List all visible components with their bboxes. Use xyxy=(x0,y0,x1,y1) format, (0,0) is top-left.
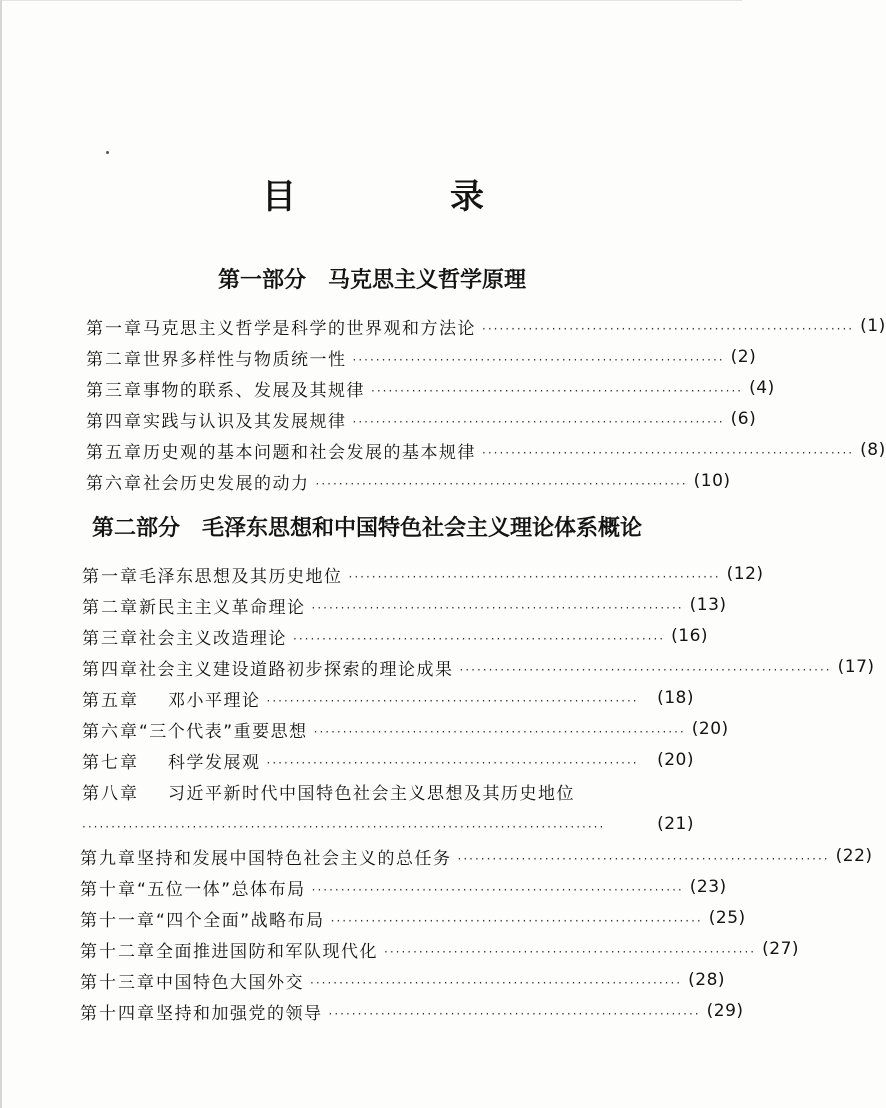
dot-leader: ································································ xyxy=(348,570,721,584)
dot-leader: ································································ xyxy=(352,353,725,367)
chapter-title: “三个代表”重要思想 xyxy=(139,721,308,742)
dot-leader: ································································ xyxy=(384,945,757,959)
toc-entry[interactable] xyxy=(82,621,709,651)
page-number: (27) xyxy=(762,939,800,959)
chapter-title: 坚持和发展中国特色社会主义的总任务 xyxy=(137,848,452,869)
chapter-title: 世界多样性与物质统一性 xyxy=(143,349,347,370)
dot-leader: ································································ xyxy=(459,663,832,677)
chapter-title: 毛泽东思想及其历史地位 xyxy=(139,566,343,587)
page-number: (8) xyxy=(860,440,886,460)
chapter-title: 中国特色大国外交 xyxy=(156,972,304,993)
toc-entry[interactable] xyxy=(86,311,886,341)
part-1-heading xyxy=(218,263,526,294)
toc-entry[interactable] xyxy=(80,872,727,902)
toc-entry[interactable] xyxy=(80,996,744,1026)
chapter-title: 社会主义改造理论 xyxy=(139,628,287,649)
chapter-number: 第十一章 xyxy=(80,910,156,931)
chapter-number: 第五章 xyxy=(82,690,139,711)
dot-leader: ································································ xyxy=(330,914,703,928)
dot-leader: ································································ xyxy=(310,976,683,990)
chapter-number: 第一章 xyxy=(86,318,143,339)
dot-leader: ································································ xyxy=(328,1007,701,1021)
chapter-title: 新民主主义革命理论 xyxy=(139,597,306,618)
chapter-title: 邓小平理论 xyxy=(168,690,261,711)
chapter-title: 社会历史发展的动力 xyxy=(143,473,310,494)
chapter-title: 习近平新时代中国特色社会主义思想及其历史地位 xyxy=(168,783,575,804)
dot-leader: ································································ xyxy=(311,601,684,615)
chapter-number: 第二章 xyxy=(86,349,143,370)
toc-entry[interactable] xyxy=(82,683,694,713)
toc-entry[interactable] xyxy=(82,590,727,620)
part-2-number: 第二部分 xyxy=(92,515,181,541)
toc-entry[interactable] xyxy=(82,745,694,775)
chapter-title: 事物的联系、发展及其规律 xyxy=(143,380,365,401)
chapter-number: 第十四章 xyxy=(80,1003,156,1024)
part-2-name: 毛泽东思想和中国特色社会主义理论体系概论 xyxy=(202,515,643,541)
page-number: (25) xyxy=(708,908,746,928)
toc-entry[interactable] xyxy=(86,373,775,403)
dot-leader: ································································ xyxy=(371,384,744,398)
chapter-title: “四个全面”战略布局 xyxy=(156,910,325,931)
chapter-number: 第十章 xyxy=(80,879,137,900)
chapter-number: 第一章 xyxy=(82,566,139,587)
page-number: (12) xyxy=(726,564,764,584)
chapter-title: 社会主义建设道路初步探索的理论成果 xyxy=(139,659,454,680)
dot-leader: ·························································································· xyxy=(82,820,606,834)
dot-leader: ································································ xyxy=(315,477,688,491)
part-1-number: 第一部分 xyxy=(218,267,307,293)
dot-leader: ································································ xyxy=(313,725,686,739)
dot-leader: ································································ xyxy=(311,883,684,897)
page-number: (13) xyxy=(689,595,727,615)
chapter-title: 科学发展观 xyxy=(168,752,261,773)
dot-leader: ································································ xyxy=(266,694,639,708)
toc-entry-continuation xyxy=(82,809,694,839)
toc-entry[interactable] xyxy=(80,841,873,871)
chapter-number: 第二章 xyxy=(82,597,139,618)
chapter-number: 第三章 xyxy=(86,380,143,401)
chapter-number: 第四章 xyxy=(82,659,139,680)
toc-entry[interactable] xyxy=(80,934,800,964)
page-number: (16) xyxy=(671,626,709,646)
toc-entry[interactable] xyxy=(86,435,886,465)
page-number: (29) xyxy=(706,1001,744,1021)
toc-entry[interactable] xyxy=(80,965,726,995)
dot-leader: ································································ xyxy=(293,632,666,646)
chapter-number: 第四章 xyxy=(86,411,143,432)
page-number: (6) xyxy=(730,409,757,429)
chapter-number: 第六章 xyxy=(82,721,139,742)
chapter-title: 马克思主义哲学是科学的世界观和方法论 xyxy=(143,318,476,339)
page-number: (2) xyxy=(730,347,757,367)
page-number: (22) xyxy=(835,846,873,866)
dot-leader: ································································ xyxy=(266,756,639,770)
chapter-number: 第八章 xyxy=(82,783,139,804)
dot-leader: ································································ xyxy=(482,446,855,460)
chapter-title: “五位一体”总体布局 xyxy=(137,879,306,900)
chapter-title: 实践与认识及其发展规律 xyxy=(143,411,347,432)
chapter-number: 第九章 xyxy=(80,848,137,869)
part-1-name: 马克思主义哲学原理 xyxy=(328,267,527,293)
chapter-number: 第五章 xyxy=(86,442,143,463)
page-number: (18) xyxy=(657,688,694,708)
dot-leader: ································································ xyxy=(457,852,830,866)
chapter-number: 第六章 xyxy=(86,473,143,494)
toc-entry[interactable] xyxy=(86,466,731,496)
toc-entry[interactable] xyxy=(82,776,694,806)
toc-entry[interactable] xyxy=(86,342,757,372)
dot-leader: ································································ xyxy=(352,415,725,429)
chapter-number: 第十三章 xyxy=(80,972,156,993)
print-speck xyxy=(106,151,109,154)
page-number: (4) xyxy=(749,378,775,398)
part-2-heading xyxy=(92,511,642,542)
page-number: (20) xyxy=(657,750,694,770)
page-number: (20) xyxy=(691,719,729,739)
toc-entry[interactable] xyxy=(82,714,729,744)
toc-entry[interactable] xyxy=(82,652,875,682)
toc-entry[interactable] xyxy=(80,903,746,933)
chapter-title: 坚持和加强党的领导 xyxy=(156,1003,323,1024)
page-number: (21) xyxy=(657,814,694,834)
dot-leader: ································································ xyxy=(482,322,855,336)
chapter-number: 第七章 xyxy=(82,752,139,773)
chapter-title: 历史观的基本问题和社会发展的基本规律 xyxy=(143,442,476,463)
page-number: (17) xyxy=(837,657,875,677)
page-number: (23) xyxy=(689,877,727,897)
toc-entry[interactable] xyxy=(82,559,764,589)
page-title: 目 录 xyxy=(262,177,544,217)
chapter-number: 第十二章 xyxy=(80,941,156,962)
chapter-title: 全面推进国防和军队现代化 xyxy=(156,941,378,962)
chapter-number: 第三章 xyxy=(82,628,139,649)
page-number: (28) xyxy=(688,970,726,990)
page-number: (10) xyxy=(693,471,731,491)
page-number: (1) xyxy=(860,316,886,336)
toc-entry[interactable] xyxy=(86,404,757,434)
